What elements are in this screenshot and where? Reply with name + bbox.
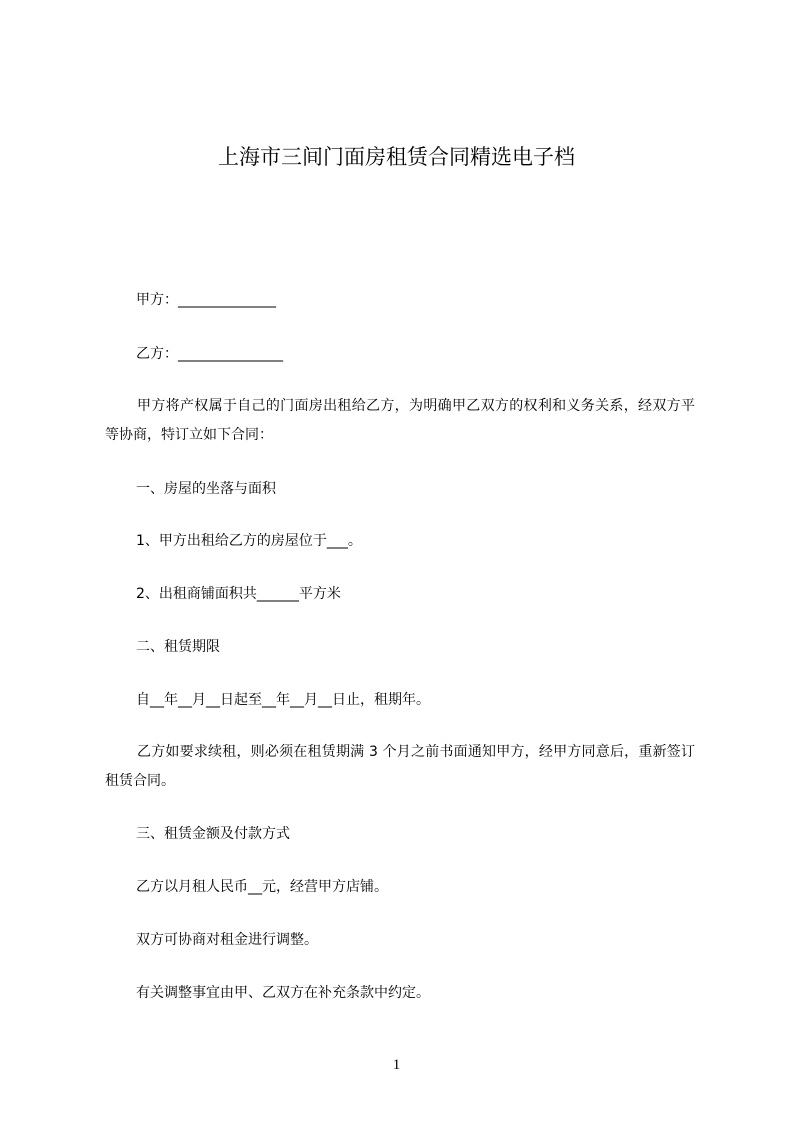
section-2-heading: 二、租赁期限 [136,639,220,655]
supplement-line: 有关调整事宜由甲、乙双方在补充条款中约定。 [136,985,430,1001]
renewal-paragraph: 乙方如要求续租，则必须在租赁期满 3 个月之前书面通知甲方，经甲方同意后，重新签订租赁合同。 [105,744,695,789]
page-number: 1 [392,1057,401,1073]
clause-1-1: 1、甲方出租给乙方的房屋位于___。 [136,533,362,549]
section-1-heading: 一、房屋的坐落与面积 [136,481,276,497]
document-title: 上海市三间门面房租赁合同精选电子档 [218,145,575,169]
rent-adjust-line: 双方可协商对租金进行调整。 [136,932,318,948]
lease-term-line: 自__年__月__日起至__年__月__日止，租期年。 [136,692,430,708]
rent-amount-line: 乙方以月租人民币__元，经营甲方店铺。 [136,879,388,895]
section-3-heading: 三、租赁金额及付款方式 [136,826,290,842]
clause-1-2: 2、出租商铺面积共______平方米 [136,586,341,602]
preamble-paragraph: 甲方将产权属于自己的门面房出租给乙方，为明确甲乙双方的权利和义务关系，经双方平等协商，特订立如下合同： [105,398,695,443]
party-a-line: 甲方：______________ [136,292,276,308]
party-b-line: 乙方：_______________ [136,346,283,362]
